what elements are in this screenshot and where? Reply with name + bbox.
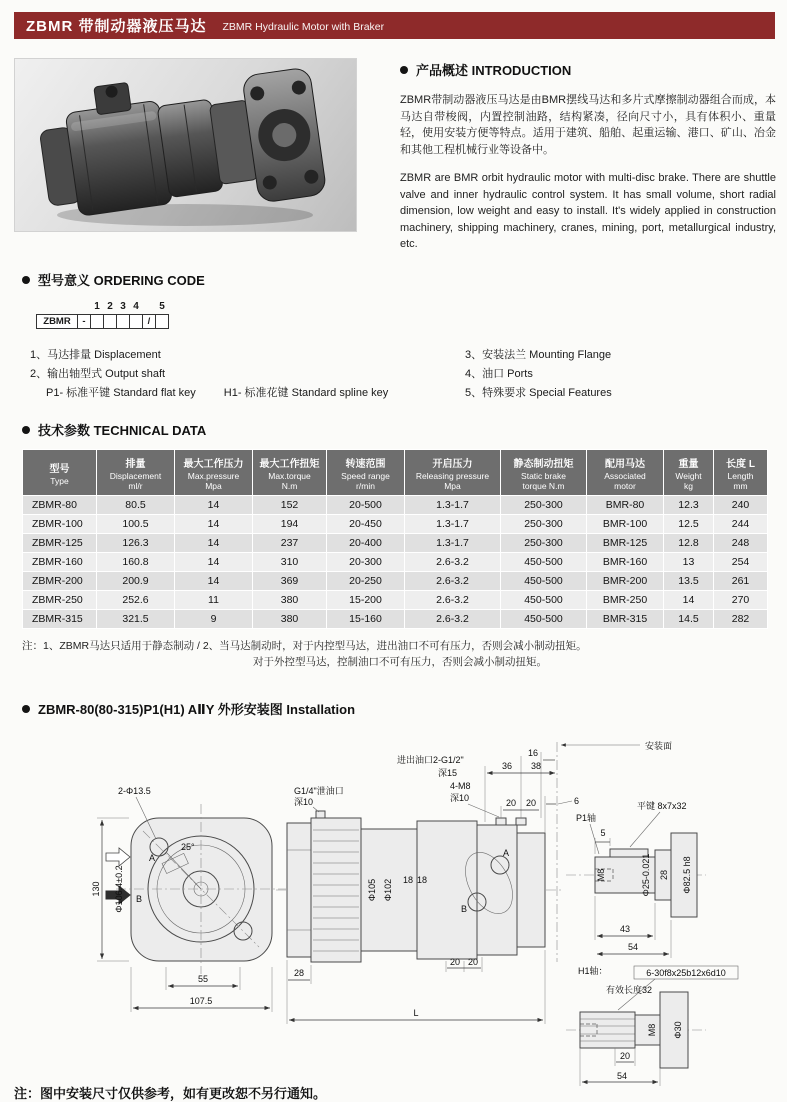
table-cell: 152	[253, 496, 327, 515]
col-header: 长度 L Length mm	[714, 450, 768, 496]
label-body-port-b: B	[461, 904, 468, 914]
table-row	[23, 610, 768, 629]
label-dim-43: 43	[619, 924, 631, 934]
table-cell: 321.5	[97, 610, 175, 629]
code-cell-empty	[103, 314, 117, 329]
label-dia-82-5: Φ82.5 h8	[682, 856, 692, 894]
table-cell: 20-450	[327, 515, 405, 534]
col-header: 静态制动扭矩 Static brake torque N.m	[501, 450, 587, 496]
table-cell: BMR-315	[587, 610, 664, 629]
table-cell: BMR-125	[587, 534, 664, 553]
code-cell-prefix: ZBMR	[36, 314, 78, 329]
code-cell-empty	[90, 314, 104, 329]
table-cell: 250-300	[501, 515, 587, 534]
ordering-item: 2、输出轴型式 Output shaft	[30, 368, 166, 380]
code-cell-dash: -	[77, 314, 91, 329]
ordering-item: 4、油口 Ports	[465, 368, 533, 380]
table-cell: 450-500	[501, 591, 587, 610]
table-row	[23, 496, 768, 515]
installation-heading-text: ZBMR-80(80-315)P1(H1) AⅡY 外形安装图 Installation	[38, 702, 356, 717]
code-cell-empty	[155, 314, 169, 329]
label-port-b: B	[136, 894, 143, 904]
label-effective-length: 有效长度32	[606, 985, 653, 995]
label-dim-18a: 18	[403, 875, 414, 885]
label-port-a: A	[149, 853, 156, 863]
table-cell: ZBMR-160	[23, 553, 97, 572]
table-cell: 11	[175, 591, 253, 610]
label-dim-36: 36	[501, 761, 513, 771]
label-dim-16: 16	[527, 748, 539, 758]
table-cell: ZBMR-125	[23, 534, 97, 553]
table-cell: 250-300	[501, 496, 587, 515]
technical-heading	[22, 420, 767, 439]
table-cell: 14	[175, 534, 253, 553]
table-row	[23, 553, 768, 572]
label-dim-28: 28	[293, 968, 305, 978]
label-dia-105: Φ105	[367, 878, 377, 902]
table-cell: 261	[714, 572, 768, 591]
table-cell: BMR-250	[587, 591, 664, 610]
p1-shaft-detail	[566, 800, 706, 958]
table-cell: 20-250	[327, 572, 405, 591]
table-cell: 237	[253, 534, 327, 553]
label-bolt-depth: 深10	[450, 793, 470, 803]
product-photo	[14, 58, 357, 232]
ordering-code-diagram	[36, 301, 775, 336]
table-cell: ZBMR-200	[23, 572, 97, 591]
label-dim-20-botB: 20	[467, 957, 479, 967]
table-cell: 12.3	[664, 496, 714, 515]
title-bar	[14, 12, 775, 39]
table-cell: 20-300	[327, 553, 405, 572]
page-title-cn: ZBMR 带制动器液压马达	[26, 18, 207, 35]
bullet-icon	[400, 66, 408, 74]
table-cell: BMR-80	[587, 496, 664, 515]
label-p1-shaft: P1轴	[576, 813, 597, 823]
table-cell: 1.3-1.7	[405, 515, 501, 534]
table-cell: 2.6-3.2	[405, 591, 501, 610]
table-cell: BMR-160	[587, 553, 664, 572]
table-cell: 14	[175, 496, 253, 515]
label-dim-55: 55	[197, 974, 209, 984]
table-cell: 200.9	[97, 572, 175, 591]
table-cell: 14	[664, 591, 714, 610]
table-cell: 14	[175, 515, 253, 534]
ordering-item: 3、安装法兰 Mounting Flange	[465, 349, 612, 361]
col-header: 型号 Type	[23, 450, 97, 496]
table-cell: 14	[175, 553, 253, 572]
label-dim-18b: 18	[417, 875, 428, 885]
bullet-icon	[22, 426, 30, 434]
table-cell: 380	[253, 610, 327, 629]
intro-heading-text: 产品概述 INTRODUCTION	[416, 63, 572, 78]
label-m8-h1: M8	[647, 1023, 657, 1037]
table-cell: 12.5	[664, 515, 714, 534]
technical-section	[22, 420, 767, 670]
table-row	[23, 591, 768, 610]
col-header: 排量 Displacement ml/r	[97, 450, 175, 496]
label-dim-130: 130	[91, 881, 101, 897]
label-dim-20-topB: 20	[525, 798, 537, 808]
cutoff-text-line: 注：图中安装尺寸仅供参考，如有更改恕不另行通知。	[14, 1086, 327, 1101]
table-notes	[22, 638, 767, 670]
table-cell: 450-500	[501, 610, 587, 629]
ordering-item-p1: P1- 标准平键 Standard flat key	[46, 387, 196, 399]
label-body-port-a: A	[503, 848, 510, 858]
position-number: 2	[107, 301, 113, 312]
table-cell: 14	[175, 572, 253, 591]
table-cell: 9	[175, 610, 253, 629]
ordering-heading-text: 型号意义 ORDERING CODE	[38, 273, 205, 288]
code-cell-empty	[116, 314, 130, 329]
motor-photo-illustration	[15, 59, 356, 231]
ordering-item	[30, 384, 465, 402]
front-view	[91, 786, 286, 1012]
table-cell: 13	[664, 553, 714, 572]
table-cell: 369	[253, 572, 327, 591]
label-angle: 25°	[181, 842, 195, 852]
ordering-item: 5、特殊要求 Special Features	[465, 387, 612, 399]
table-cell: 12.8	[664, 534, 714, 553]
table-cell: ZBMR-315	[23, 610, 97, 629]
label-bolt-holes: 2-Φ13.5	[118, 786, 151, 796]
col-header: 重量 Weight kg	[664, 450, 714, 496]
col-header: 最大工作扭矩 Max.torque N.m	[253, 450, 327, 496]
label-inout-depth: 深15	[438, 768, 458, 778]
label-mount-face: 安装面	[645, 741, 673, 751]
label-dim-5: 5	[600, 828, 606, 838]
position-number: 3	[120, 301, 126, 312]
table-cell: 15-160	[327, 610, 405, 629]
label-dim-28-p1: 28	[659, 869, 669, 881]
table-cell: ZBMR-100	[23, 515, 97, 534]
col-header: 配用马达 Associated motor	[587, 450, 664, 496]
table-cell: 126.3	[97, 534, 175, 553]
label-spline-spec: 6-30f8x25b12x6d10	[646, 968, 726, 978]
table-cell: 2.6-3.2	[405, 553, 501, 572]
label-dim-107-5: 107.5	[189, 996, 213, 1006]
table-cell: 15-200	[327, 591, 405, 610]
label-length-l: L	[413, 1008, 419, 1018]
table-cell: ZBMR-250	[23, 591, 97, 610]
table-cell: 1.3-1.7	[405, 496, 501, 515]
label-dim-54-h1: 54	[616, 1071, 628, 1081]
table-header-row	[23, 450, 768, 496]
installation-heading	[22, 699, 355, 718]
intro-heading	[400, 60, 776, 79]
label-dim-20-h1: 20	[619, 1051, 631, 1061]
ordering-item-h1: H1- 标准花键 Standard spline key	[223, 387, 389, 399]
table-cell: 14.5	[664, 610, 714, 629]
table-cell: 2.6-3.2	[405, 572, 501, 591]
intro-paragraph-cn: ZBMR带制动器液压马达是由BMR摆线马达和多片式摩擦制动器组合而成，本马达自带梭阀，内置控制油路，结构紧凑，径向尺寸小，具有体积小、重量轻，使用安装方便等特点。适用于建筑、船舶、起重运输、港口、矿山、冶金和其他工程机械行业等设备中。	[400, 94, 776, 156]
table-cell: 450-500	[501, 572, 587, 591]
label-dia-102: Φ102	[383, 878, 393, 902]
table-cell: 310	[253, 553, 327, 572]
bullet-icon	[22, 705, 30, 713]
table-cell: 160.8	[97, 553, 175, 572]
table-cell: 194	[253, 515, 327, 534]
table-cell: 1.3-1.7	[405, 534, 501, 553]
table-cell: 450-500	[501, 553, 587, 572]
table-cell: 100.5	[97, 515, 175, 534]
label-dia-30: Φ30	[673, 1021, 683, 1039]
ordering-heading	[22, 270, 775, 289]
ordering-items	[30, 346, 775, 402]
table-cell: ZBMR-80	[23, 496, 97, 515]
h1-shaft-detail	[566, 965, 738, 1086]
label-bolt-holes-4m8: 4-M8	[450, 781, 471, 791]
col-header: 最大工作压力 Max.pressure Mpa	[175, 450, 253, 496]
table-cell: BMR-100	[587, 515, 664, 534]
intro-paragraph-en: ZBMR are BMR orbit hydraulic motor with multi-disc brake. There are shuttle valve and inner hydraulic control system. It has small volume, short radial dimension, low weight and easy to install. It's widely applied in construction machinery, shipping machinery, cranes, mining, port, metallurgical industry, etc.	[400, 172, 776, 250]
label-dim-6: 6	[574, 796, 580, 806]
table-row	[23, 515, 768, 534]
code-cell-empty	[129, 314, 143, 329]
label-dim-54-p1: 54	[627, 942, 639, 952]
col-header: 转速范围 Speed range r/min	[327, 450, 405, 496]
label-drain-depth: 深10	[294, 797, 314, 807]
table-cell: 248	[714, 534, 768, 553]
table-cell: 20-400	[327, 534, 405, 553]
table-row	[23, 572, 768, 591]
table-note-1: 注：1、ZBMR马达只适用于静态制动 / 2、当马达制动时，对于内控型马达，进出油口不可有压力，否则会减小制动扭矩。	[22, 640, 587, 652]
bullet-icon	[22, 276, 30, 284]
ordering-item: 1、马达排量 Displacement	[30, 349, 161, 361]
table-cell: 282	[714, 610, 768, 629]
position-number: 4	[133, 301, 139, 312]
technical-table	[22, 449, 768, 629]
table-cell: 20-500	[327, 496, 405, 515]
table-cell: 240	[714, 496, 768, 515]
table-cell: 2.6-3.2	[405, 610, 501, 629]
table-cell: 13.5	[664, 572, 714, 591]
page-title-en: ZBMR Hydraulic Motor with Braker	[222, 21, 385, 33]
table-cell: 244	[714, 515, 768, 534]
table-cell: 254	[714, 553, 768, 572]
label-pilot-dia: Φ106.4±0.2	[114, 865, 124, 913]
position-number: 5	[159, 301, 165, 312]
position-number: 1	[94, 301, 100, 312]
label-drain-port: G1/4"泄油口	[294, 786, 344, 796]
table-cell: BMR-200	[587, 572, 664, 591]
label-key-spec: 平键 8x7x32	[637, 801, 687, 811]
intro-section	[400, 60, 776, 253]
code-cell-slash: /	[142, 314, 156, 329]
label-dia-25: Φ25-0.021	[641, 853, 651, 897]
label-dim-20-botA: 20	[449, 957, 461, 967]
label-h1-shaft: H1轴：	[578, 966, 608, 976]
table-cell: 270	[714, 591, 768, 610]
table-note-2: 对于外控型马达，控制油口不可有压力，否则会减小制动扭矩。	[253, 656, 547, 668]
table-cell: 252.6	[97, 591, 175, 610]
label-inout-port: 进出油口2-G1/2"	[397, 755, 464, 765]
table-cell: 80.5	[97, 496, 175, 515]
ordering-section	[22, 270, 775, 402]
table-cell: 250-300	[501, 534, 587, 553]
label-dim-38: 38	[530, 761, 542, 771]
table-row	[23, 534, 768, 553]
col-header: 开启压力 Releasing pressure Mpa	[405, 450, 501, 496]
technical-heading-text: 技术参数 TECHNICAL DATA	[38, 423, 207, 438]
label-m8-p1: M8	[596, 868, 606, 882]
table-cell: 380	[253, 591, 327, 610]
label-dim-20-topA: 20	[505, 798, 517, 808]
